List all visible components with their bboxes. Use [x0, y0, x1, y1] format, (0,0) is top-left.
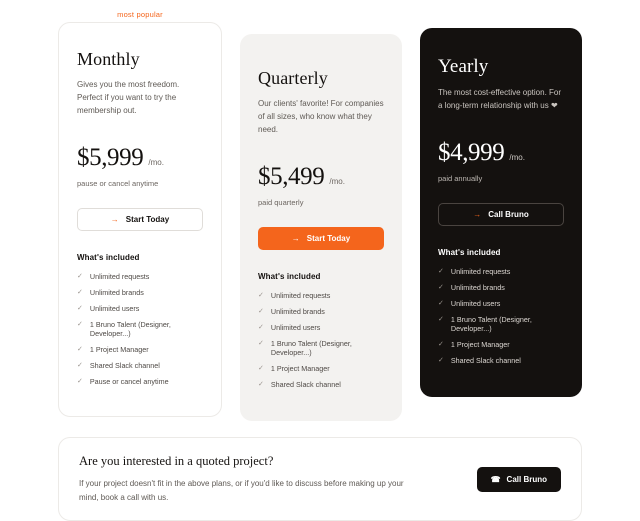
- price-quarterly: $5,499: [258, 162, 325, 190]
- list-item: [77, 273, 203, 282]
- plan-title-quarterly: Quarterly: [258, 68, 328, 88]
- price-note-monthly: pause or cancel anytime: [77, 178, 159, 188]
- list-item: [438, 341, 564, 350]
- check-icon: ✓: [438, 300, 444, 308]
- price-unit-monthly: /mo.: [148, 157, 164, 167]
- list-item: [258, 340, 384, 357]
- pricing-cards: [58, 10, 582, 421]
- plan-description-yearly: The most cost-effective option. For a long-term relationship with us ❤: [438, 88, 562, 110]
- quoted-project-title: Are you interested in a quoted project?: [79, 454, 274, 469]
- call-bruno-button-yearly[interactable]: [438, 203, 564, 226]
- list-item: [438, 357, 564, 366]
- feature-label: Unlimited brands: [270, 307, 325, 316]
- feature-label: 1 Bruno Talent (Designer, Developer...): [450, 315, 532, 333]
- check-icon: ✓: [77, 305, 83, 313]
- feature-label: 1 Project Manager: [270, 364, 330, 374]
- feature-label: Unlimited users: [89, 304, 140, 314]
- list-item: [258, 381, 384, 390]
- call-bruno-label: Call Bruno: [506, 474, 547, 484]
- check-icon: ✓: [77, 346, 83, 354]
- check-icon: ✓: [77, 362, 83, 370]
- price-note-yearly: paid annually: [438, 173, 483, 183]
- list-item: [438, 300, 564, 309]
- list-item: [258, 365, 384, 374]
- check-icon: ✓: [77, 378, 83, 386]
- check-icon: ✓: [258, 340, 264, 348]
- cta-label-monthly: Start Today: [125, 214, 170, 224]
- call-bruno-button[interactable]: [477, 467, 561, 492]
- price-row-yearly: [438, 139, 564, 167]
- feature-label: Unlimited brands: [450, 283, 505, 293]
- check-icon: ✓: [438, 357, 444, 365]
- included-title-yearly: What's included: [438, 247, 501, 257]
- list-item: [77, 321, 203, 338]
- check-icon: ✓: [77, 321, 83, 329]
- list-item: [438, 316, 564, 333]
- feature-list-quarterly: [258, 292, 384, 390]
- list-item: [438, 284, 564, 293]
- feature-list-yearly: [438, 268, 564, 366]
- phone-icon: ☎: [490, 474, 501, 484]
- price-row-monthly: [77, 144, 203, 172]
- list-item: [77, 362, 203, 371]
- plan-description-quarterly: Our clients' favorite! For companies of all sizes, who know what they need.: [258, 99, 384, 134]
- check-icon: ✓: [258, 381, 264, 389]
- price-monthly: $5,999: [77, 143, 144, 171]
- list-item: [258, 308, 384, 317]
- feature-label: Unlimited requests: [89, 271, 150, 281]
- included-title-quarterly: What's included: [258, 271, 321, 281]
- feature-label: Shared Slack channel: [270, 380, 341, 390]
- check-icon: ✓: [258, 324, 264, 332]
- price-yearly: $4,999: [438, 138, 505, 166]
- check-icon: ✓: [77, 289, 83, 296]
- plan-description-monthly: Gives you the most freedom. Perfect if you want to try the membership out.: [77, 80, 180, 115]
- price-unit-quarterly: /mo.: [329, 176, 345, 186]
- pricing-card-quarterly[interactable]: [240, 34, 402, 421]
- arrow-right-icon: →: [473, 209, 482, 219]
- feature-label: Unlimited users: [450, 299, 501, 309]
- list-item: [77, 346, 203, 355]
- feature-label: Unlimited requests: [450, 266, 511, 276]
- start-today-button-monthly[interactable]: [77, 208, 203, 231]
- check-icon: ✓: [438, 284, 444, 292]
- list-item: [258, 292, 384, 301]
- plan-title-monthly: Monthly: [77, 49, 140, 69]
- feature-label: Unlimited requests: [270, 290, 331, 300]
- check-icon: ✓: [438, 341, 444, 349]
- pricing-card-monthly[interactable]: [58, 10, 222, 417]
- feature-label: 1 Project Manager: [89, 345, 149, 355]
- list-item: [77, 305, 203, 314]
- feature-label: 1 Bruno Talent (Designer, Developer...): [270, 339, 352, 357]
- check-icon: ✓: [77, 272, 83, 280]
- check-icon: ✓: [438, 267, 444, 275]
- feature-label: 1 Project Manager: [450, 340, 510, 350]
- arrow-right-icon: →: [291, 233, 300, 243]
- check-icon: ✓: [258, 291, 264, 299]
- feature-list-monthly: [77, 273, 203, 387]
- check-icon: ✓: [258, 365, 264, 373]
- arrow-right-icon: →: [110, 214, 119, 224]
- cta-label-quarterly: Start Today: [306, 233, 351, 243]
- list-item: [258, 324, 384, 333]
- feature-label: Pause or cancel anytime: [89, 377, 169, 387]
- check-icon: ✓: [258, 308, 264, 315]
- feature-label: Unlimited brands: [89, 288, 144, 297]
- start-today-button-quarterly[interactable]: [258, 227, 384, 250]
- feature-label: Unlimited users: [270, 323, 321, 333]
- feature-label: Shared Slack channel: [450, 356, 521, 366]
- cta-label-yearly: Call Bruno: [488, 209, 529, 219]
- list-item: [77, 378, 203, 387]
- list-item: [438, 268, 564, 277]
- included-title-monthly: What's included: [77, 252, 140, 262]
- feature-label: Shared Slack channel: [89, 361, 160, 371]
- feature-label: 1 Bruno Talent (Designer, Developer...): [89, 320, 171, 338]
- price-row-quarterly: [258, 163, 384, 191]
- most-popular-badge: most popular: [117, 10, 163, 19]
- quoted-project-banner: [58, 437, 582, 520]
- pricing-card-yearly[interactable]: [420, 28, 582, 397]
- list-item: [77, 289, 203, 298]
- check-icon: ✓: [438, 316, 444, 324]
- price-unit-yearly: /mo.: [509, 152, 525, 162]
- price-note-quarterly: paid quarterly: [258, 197, 304, 207]
- quoted-project-description: If your project doesn't fit in the above plans, or if you'd like to discuss before making up your mind, book a call with us.: [79, 479, 404, 502]
- quoted-project-text: [79, 454, 409, 503]
- plan-title-yearly: Yearly: [438, 56, 489, 77]
